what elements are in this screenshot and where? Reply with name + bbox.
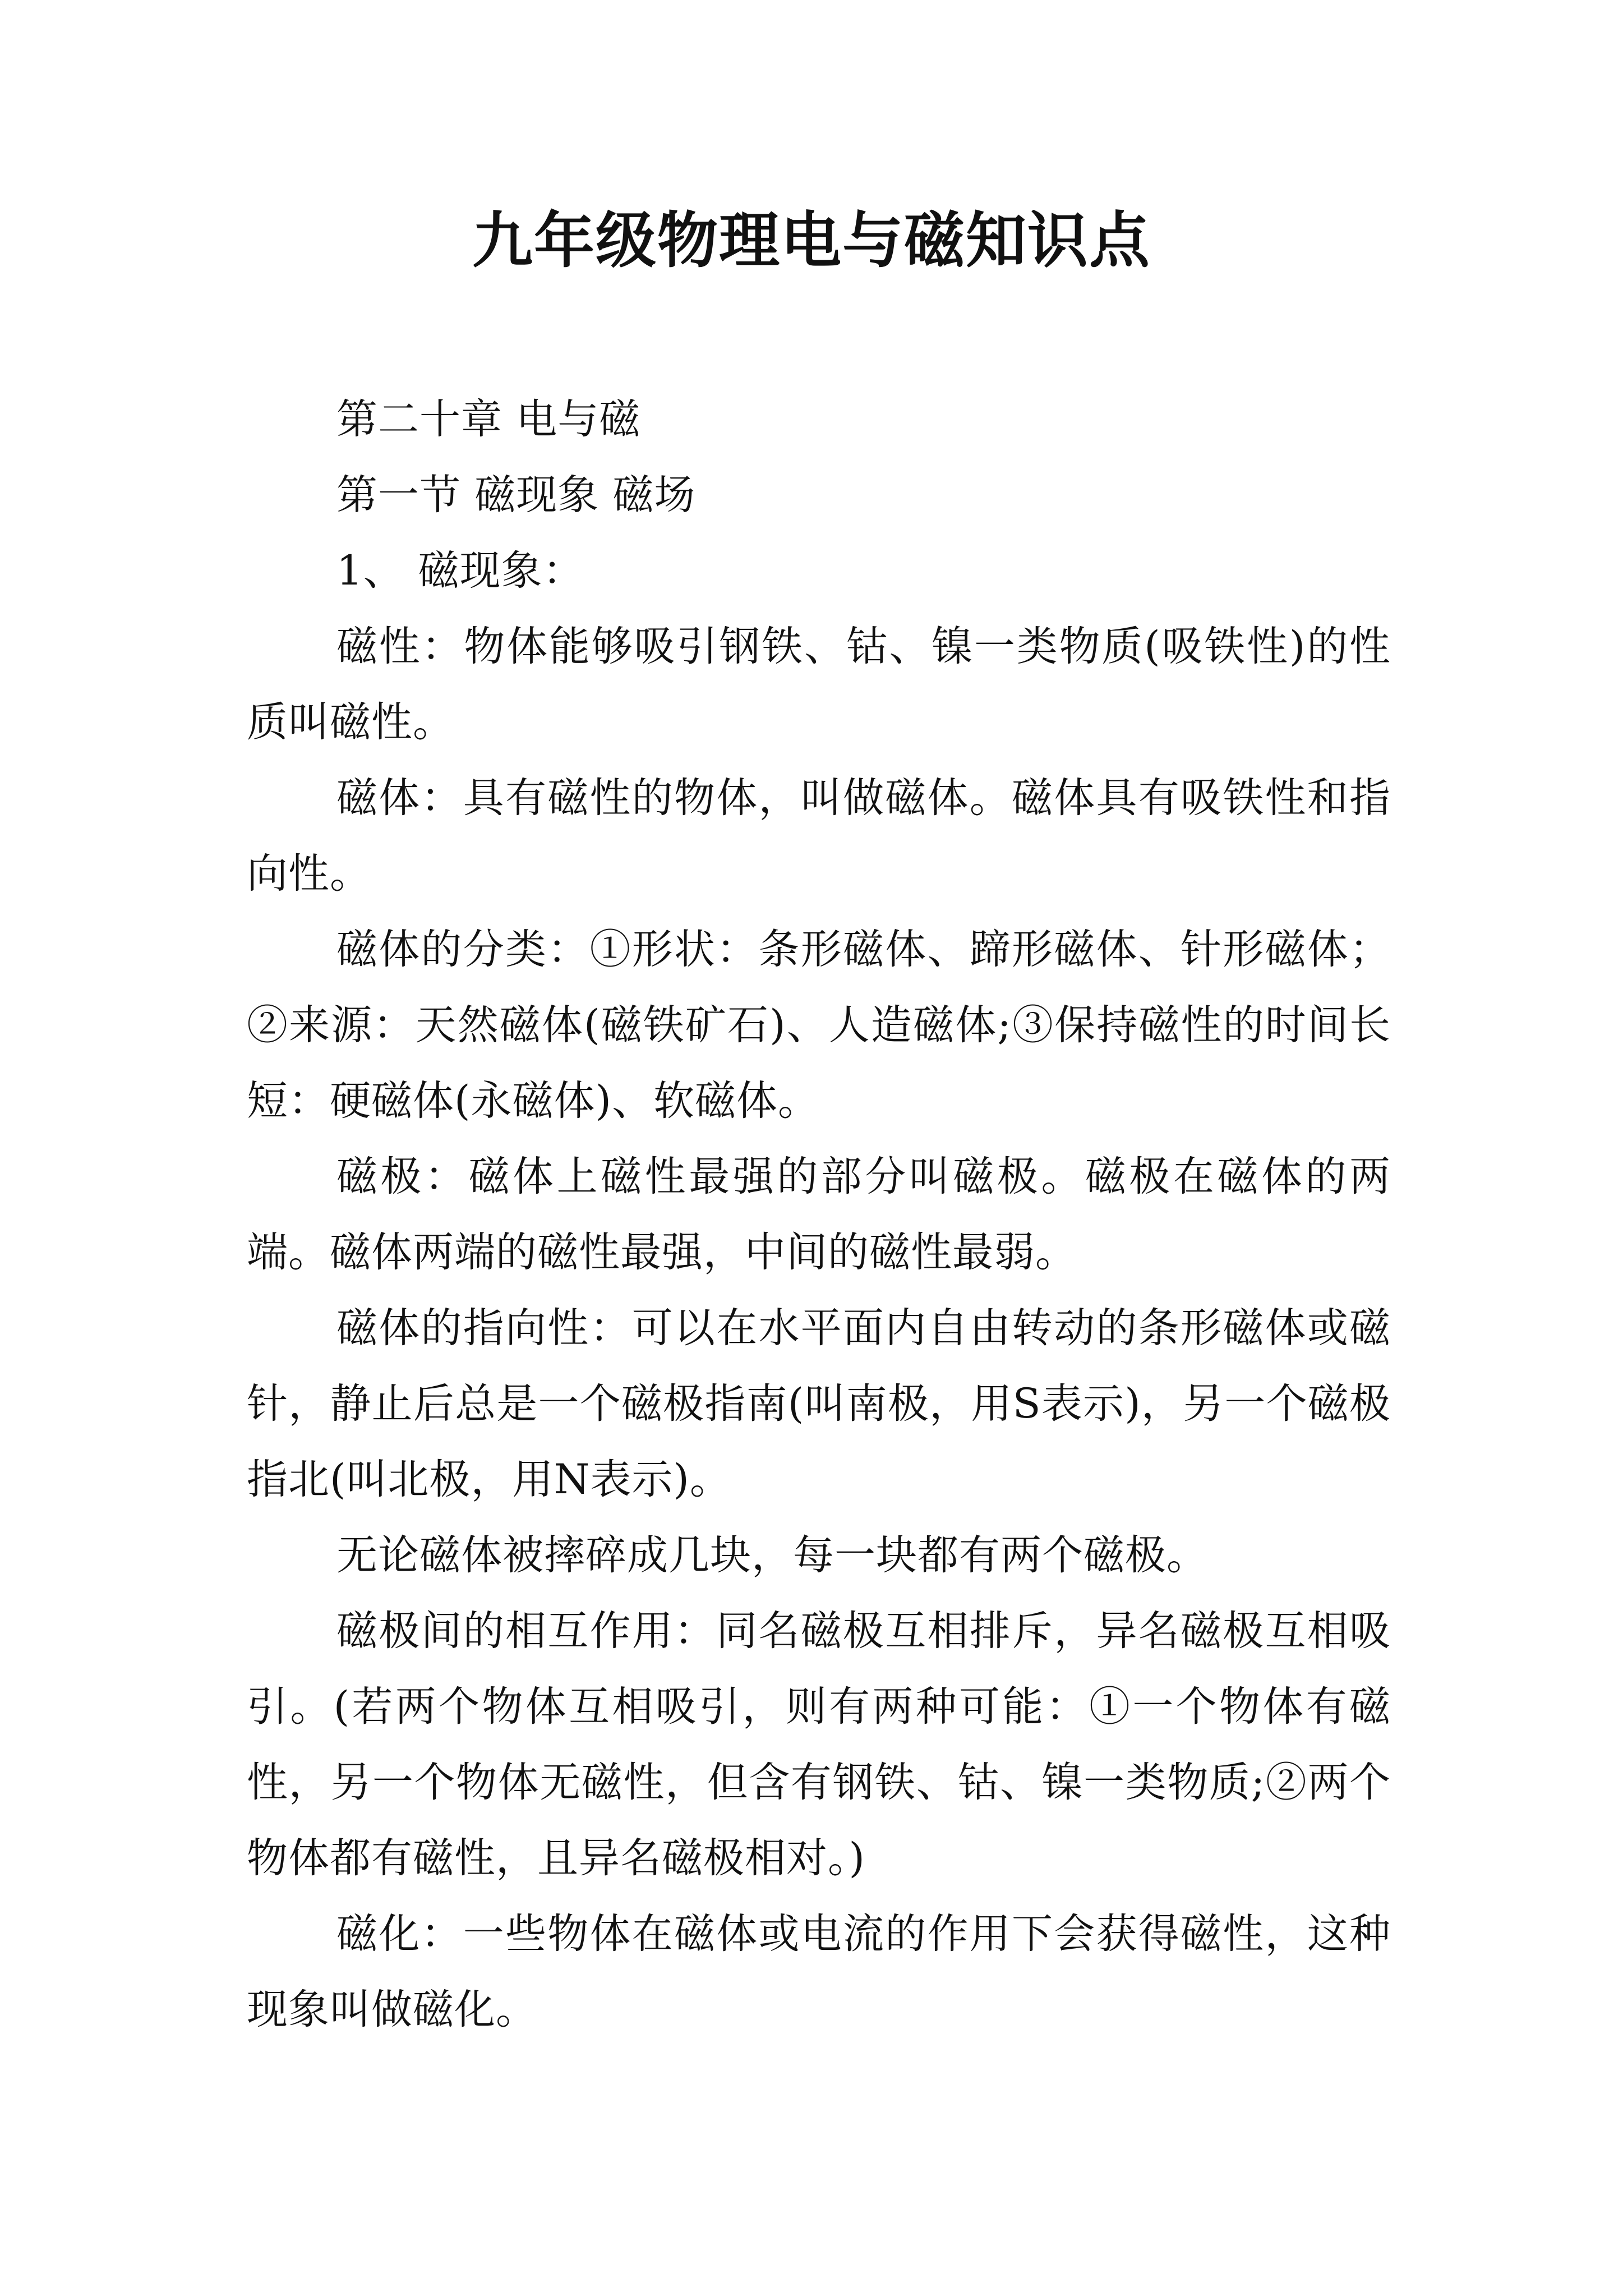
paragraph-magnet: 磁体：具有磁性的物体，叫做磁体。磁体具有吸铁性和指向性。 [247, 774, 1391, 898]
document-title: 九年级物理电与磁知识点 [472, 206, 1151, 276]
document-body [247, 381, 1391, 2047]
paragraph-broken-magnet: 无论磁体被摔碎成几块，每一块都有两个磁极。 [336, 1531, 1208, 1579]
paragraph-magnetic-pole: 磁极：磁体上磁性最强的部分叫磁极。磁极在磁体的两端。磁体两端的磁性最强，中间的磁性最弱。 [247, 1153, 1391, 1276]
subsection-heading: 1、 磁现象： [336, 547, 584, 595]
section-heading: 第一节 磁现象 磁场 [336, 471, 696, 519]
paragraph-magnetism: 磁性：物体能够吸引钢铁、钴、镍一类物质(吸铁性)的性质叫磁性。 [247, 623, 1391, 746]
paragraph-directionality: 磁体的指向性：可以在水平面内自由转动的条形磁体或磁针，静止后总是一个磁极指南(叫南极，用S表示)，另一个磁极指北(叫北极，用N表示)。 [247, 1304, 1391, 1503]
paragraph-magnet-classification: 磁体的分类：①形状：条形磁体、蹄形磁体、针形磁体；②来源：天然磁体(磁铁矿石)、人造磁体;③保持磁性的时间长短：硬磁体(永磁体)、软磁体。 [247, 926, 1391, 1125]
paragraph-magnetization: 磁化：一些物体在磁体或电流的作用下会获得磁性，这种现象叫做磁化。 [247, 1910, 1391, 2033]
chapter-heading: 第二十章 电与磁 [336, 395, 641, 443]
paragraph-pole-interaction: 磁极间的相互作用：同名磁极互相排斥，异名磁极互相吸引。(若两个物体互相吸引，则有两种可能：①一个物体有磁性，另一个物体无磁性，但含有钢铁、钴、镍一类物质;②两个物体都有磁性，且异名磁极相对。) [247, 1607, 1391, 1882]
